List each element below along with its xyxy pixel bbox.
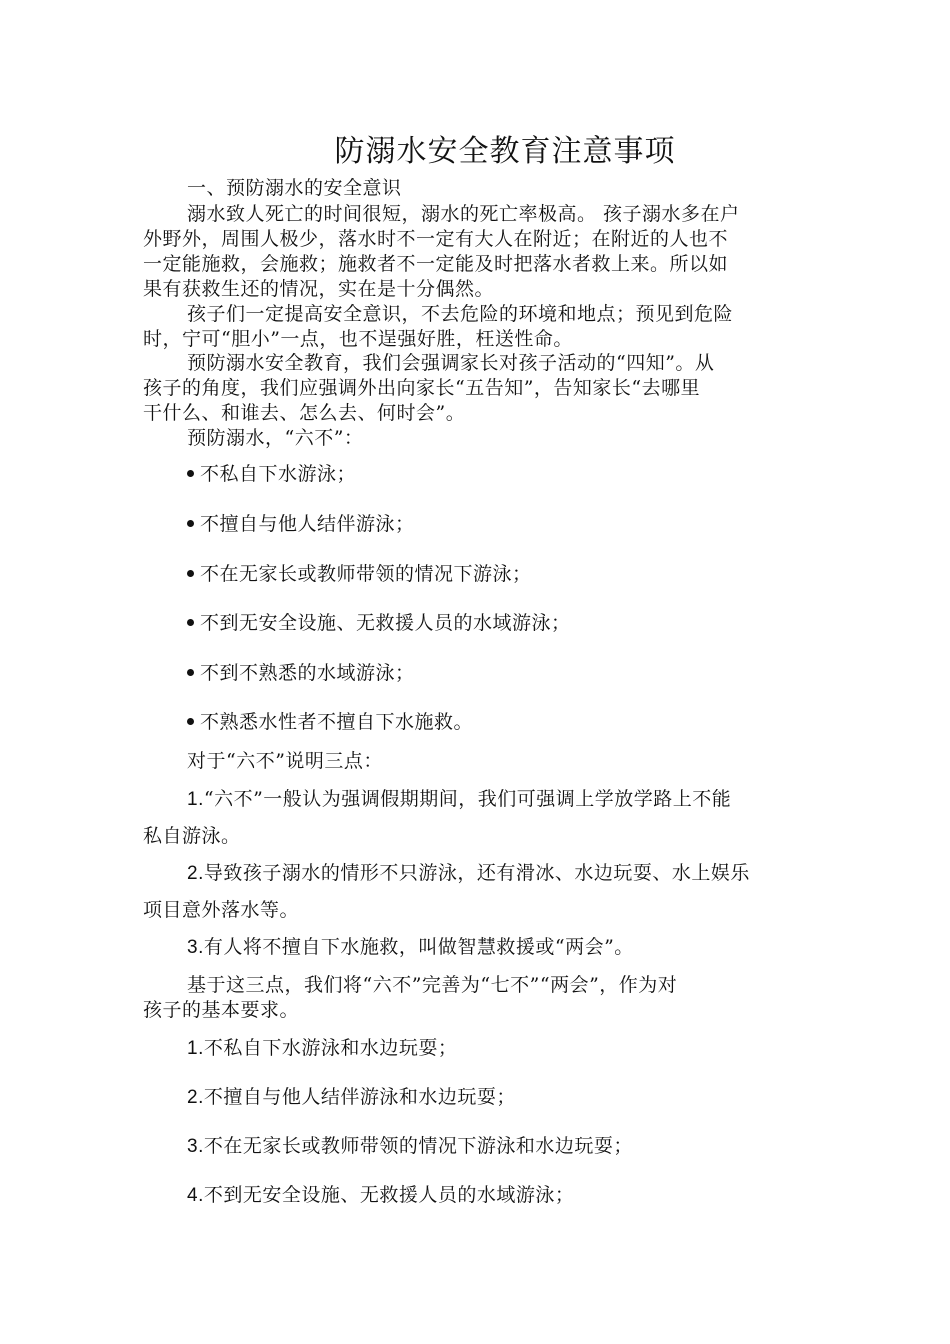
item-text: 不私自下水游泳和水边玩耍； — [203, 1037, 458, 1059]
item-number: 4. — [187, 1185, 204, 1206]
paragraph-line: 孩子的角度，我们应强调外出向家长“五告知”，告知家长“去哪里 — [143, 377, 701, 399]
numbered-item — [187, 1085, 851, 1110]
item-text: 不在无家长或教师带领的情况下游泳和水边玩耍； — [203, 1135, 633, 1157]
numbered-point — [187, 861, 851, 886]
numbered-point — [187, 935, 851, 960]
point-text: 导致孩子溺水的情形不只游泳，还有滑冰、水边玩耍、水上娱乐 — [203, 862, 750, 884]
paragraph-line: 基于这三点，我们将“六不”完善为“七不”“两会”，作为对 — [187, 974, 678, 996]
paragraph-line: 预防溺水安全教育，我们会强调家长对孩子活动的“四知”。从 — [187, 352, 715, 374]
numbered-item — [187, 1036, 851, 1061]
paragraph-line: 溺水致人死亡的时间很短，溺水的死亡率极高。 孩子溺水多在户 — [187, 203, 740, 225]
point-text: 有人将不擅自下水施救，叫做智慧救援或“两会”。 — [203, 936, 634, 958]
document-title: 防溺水安全教育注意事项 — [334, 134, 676, 169]
bullet-text: 不擅自与他人结伴游泳； — [200, 513, 415, 535]
paragraph-line: 外野外，周围人极少，落水时不一定有大人在附近；在附近的人也不 — [143, 228, 729, 250]
item-number: 1. — [187, 1038, 204, 1059]
six-no-intro: 预防溺水，“六不”： — [187, 427, 364, 449]
bullet-item — [187, 661, 851, 685]
item-number: 2. — [187, 1087, 204, 1108]
paragraph-line: 项目意外落水等。 — [143, 899, 300, 921]
point-number: 2. — [187, 863, 204, 884]
bullet-text: 不私自下水游泳； — [200, 463, 357, 485]
bullet-item — [187, 462, 851, 486]
bullet-item — [187, 611, 851, 635]
paragraph-line: 干什么、和谁去、怎么去、何时会”。 — [143, 402, 466, 424]
section-heading: 一、预防溺水的安全意识 — [187, 177, 402, 199]
bullet-icon — [187, 570, 194, 577]
numbered-item — [187, 1183, 851, 1208]
bullet-icon — [187, 718, 194, 725]
point-number: 1. — [187, 789, 204, 810]
item-text: 不擅自与他人结伴游泳和水边玩耍； — [203, 1086, 516, 1108]
bullet-icon — [187, 520, 194, 527]
bullet-item — [187, 562, 851, 586]
item-text: 不到无安全设施、无救援人员的水域游泳； — [203, 1184, 575, 1206]
bullet-item — [187, 512, 851, 536]
bullet-icon — [187, 470, 194, 477]
bullet-icon — [187, 619, 194, 626]
paragraph-line: 果有获救生还的情况，实在是十分偶然。 — [143, 278, 495, 300]
paragraph-line: 孩子们一定提高安全意识，不去危险的环境和地点；预见到危险 — [187, 303, 734, 325]
bullet-text: 不熟悉水性者不擅自下水施救。 — [200, 711, 474, 733]
bullet-text: 不到无安全设施、无救援人员的水域游泳； — [200, 612, 571, 634]
paragraph-line: 孩子的基本要求。 — [143, 999, 300, 1021]
paragraph-line: 一定能施救，会施救；施救者不一定能及时把落水者救上来。所以如 — [143, 253, 729, 275]
point-number: 3. — [187, 937, 204, 958]
bullet-text: 不到不熟悉的水域游泳； — [200, 662, 415, 684]
three-points-intro: 对于“六不”说明三点： — [187, 750, 383, 772]
item-number: 3. — [187, 1136, 204, 1157]
numbered-point — [187, 787, 851, 812]
point-text: “六不”一般认为强调假期期间，我们可强调上学放学路上不能 — [203, 788, 732, 810]
numbered-item — [187, 1134, 851, 1159]
bullet-icon — [187, 669, 194, 676]
paragraph-line: 私自游泳。 — [143, 825, 241, 847]
bullet-text: 不在无家长或教师带领的情况下游泳； — [200, 563, 532, 585]
paragraph-line: 时，宁可“胆小”一点，也不逞强好胜，枉送性命。 — [143, 328, 573, 350]
bullet-item — [187, 710, 851, 734]
